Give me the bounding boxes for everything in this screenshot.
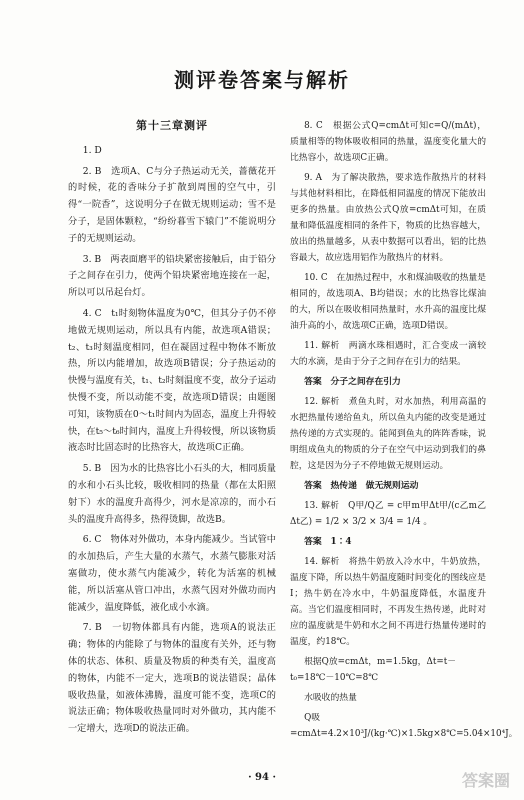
answer-12-result: 答案 热传递 做无规则运动 bbox=[304, 481, 419, 491]
answer-11-analysis: 11. 解析 两滴水珠相遇时，汇合变成一滴较大的水滴，是由于分子之间存在引力的结果。 bbox=[290, 341, 486, 367]
answer-12-analysis: 12. 解析 煮鱼丸时，对水加热，利用高温的水把热量传递给鱼丸，所以鱼丸内能的改变是通过热传递的方式实现的。能闻到鱼丸的阵阵香味，说明组成鱼丸的物质的分子在空气中运动到我们的鼻腔，这是因为分子不停地做无规则运动。 bbox=[290, 397, 486, 471]
right-column bbox=[290, 118, 518, 746]
answer-14-step-1: 根据Q放=cmΔt，m=1.5kg，Δt=t－t₀=18℃－10℃=8℃ bbox=[290, 657, 457, 683]
section-heading: 第十三章测评 bbox=[136, 119, 208, 132]
answer-13-result: 答案 1∶4 bbox=[304, 537, 352, 547]
answer-6: 6. C 物体对外做功，本身内能减少。当试管中的水加热后，产生大量的水蒸气，水蒸气膨胀对活塞做功，使水蒸气内能减少，转化为活塞的机械能，所以活塞从管口冲出，水蒸气因对外做功而内能减少，温度降低，液化成小水滴。 bbox=[68, 534, 276, 613]
answer-9: 9. A 为了解决散热，要求选作散热片的材料与其他材料相比，在降低相同温度的情况下能放出更多的热量。由放热公式Q放=cmΔt可知，在质量和降低温度相同的条件下，物质的比热容越大，放出的热量越多，从表中数据可以看出，铝的比热容最大，故应选用铝作为散热片的材料。 bbox=[290, 173, 486, 263]
answer-11-result: 答案 分子之间存在引力 bbox=[304, 377, 401, 387]
answer-4: 4. C t₁时刻物体温度为0℃，但其分子仍不停地做无规则运动，所以具有内能，故选项A错误；t₂、t₃时刻温度相同，但在凝固过程中物体不断放热，所以内能增加，故选项B错误；分子热运动的快慢与温度有关，t₁、t₂时刻温度不变，故分子运动快慢不变，所以动能不变，故选项D错误；由题图可知，该物质在0～t₁时间内为固态，温度上升得较快，在t₅～t₆时间内，温度上升得较慢，所以该物质液态时比固态时的比热容大，故选项C正确。 bbox=[68, 307, 276, 454]
answer-14-step-2: 水吸收的热量 bbox=[304, 693, 357, 703]
answer-3: 3. B 两表面磨平的铅块紧密接触后，由于铅分子之间存在引力，使两个铅块紧密地连接在一起，所以可以吊起台灯。 bbox=[68, 253, 276, 299]
watermark-logo: 答案圈 bbox=[461, 771, 510, 790]
answer-13-analysis: 13. 解析 Q甲/Q乙 = c甲m甲Δt甲/(c乙m乙Δt乙) = 1/2 × 3/2 × 3/4 = 1/4 。 bbox=[290, 501, 486, 527]
answer-5: 5. B 因为水的比热容比小石头的大，相同质量的水和小石头比较，吸收相同的热量（都在太阳照射下）水的温度升高得少，河水是凉凉的，而小石头的温度升高得多，热得烫脚，故选B。 bbox=[68, 463, 276, 525]
answer-2: 2. B 选项A、C与分子热运动无关，蔷薇花开的时候，花的香味分子扩散到周围的空气中，引得“一院香”，这说明分子在做无规则运动；雪不是分子，是固体颗粒，“纷纷暮雪下辕门”不能说明分子的无规则运动。 bbox=[68, 165, 276, 244]
answer-14-step-3: Q吸=cmΔt=4.2×10³J/(kg·℃)×1.5kg×8℃=5.04×10⁴J。 bbox=[290, 713, 518, 739]
answer-1: 1. D bbox=[82, 144, 102, 156]
page-number: · 94 · bbox=[248, 772, 276, 783]
answer-14-analysis: 14. 解析 将热牛奶放入冷水中，牛奶放热，温度下降，所以热牛奶温度随时间变化的图线应是Ⅰ；热牛奶在冷水中，牛奶温度降低，水温度升高。当它们温度相同时，不再发生热传递，此时对应的温度就是牛奶和水之间不再进行热量传递时的温度，约18℃。 bbox=[290, 557, 486, 647]
answer-7: 7. B 一切物体都具有内能，选项A的说法正确；物体的内能除了与物体的温度有关外，还与物体的状态、体积、质量及物质的种类有关，温度高的物体，内能不一定大，选项B的说法错误；晶体吸收热量，如液体沸腾，温度可能不变，选项C的说法正确；物体吸收热量同时对外做功，其内能不一定增大，选项D的说法正确。 bbox=[68, 622, 276, 735]
answer-8: 8. C 根据公式Q=cmΔt可知c=Q/(mΔt)，质量相等的物体吸收相同的热量，温度变化量大的比热容小，故选项C正确。 bbox=[290, 121, 486, 163]
answer-10: 10. C 在加热过程中，水和煤油吸收的热量是相同的，故选项A、B均错误；水的比热容比煤油的大，所以在吸收相同热量时，水升高的温度比煤油升高的小，故选项C正确，选项D错误。 bbox=[290, 273, 486, 331]
left-column bbox=[68, 118, 276, 742]
page-title: 测评卷答案与解析 bbox=[174, 68, 350, 92]
